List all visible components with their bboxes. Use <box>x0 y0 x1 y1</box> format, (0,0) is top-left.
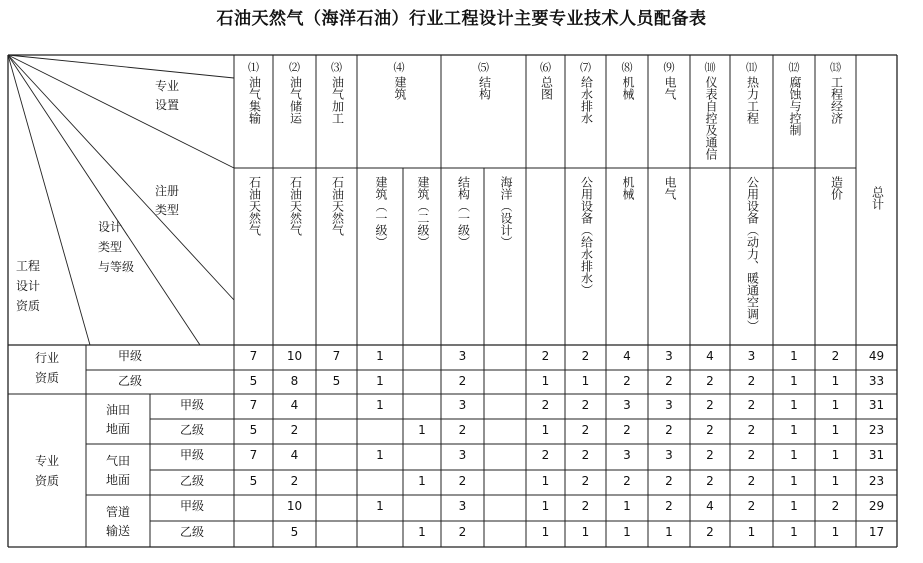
table-cell: 2 <box>541 349 550 363</box>
table-cell: 2 <box>747 398 756 412</box>
table-cell: 2 <box>665 499 673 513</box>
table-cell: 5 <box>249 474 258 488</box>
table-cell: 23 <box>868 423 885 437</box>
major-name: 油气加工 <box>330 76 345 124</box>
table-cell: 1 <box>418 525 426 539</box>
major-name: 工程经济 <box>829 76 844 124</box>
register-type: 结构（一级） <box>456 176 471 248</box>
table-cell: 2 <box>623 474 631 488</box>
table-cell: 2 <box>747 499 756 513</box>
table-cell: 1 <box>831 474 840 488</box>
register-type: 石油天然气 <box>288 176 303 236</box>
table-cell: 7 <box>249 398 258 412</box>
table-cell: 3 <box>458 398 467 412</box>
table-cell: 17 <box>868 525 885 539</box>
table-cell: 2 <box>747 448 756 462</box>
table-cell: 31 <box>868 448 885 462</box>
grade-label: 甲级 <box>179 398 204 412</box>
subgroup-label: 油田 <box>105 403 130 417</box>
table-cell: 2 <box>665 423 673 437</box>
register-type: 机械 <box>621 176 635 200</box>
table-cell: 1 <box>790 349 798 363</box>
table-cell: 1 <box>418 423 426 437</box>
table-cell: 2 <box>665 374 673 388</box>
table-cell: 2 <box>747 374 756 388</box>
register-type: 石油天然气 <box>247 176 262 236</box>
table-cell: 1 <box>831 525 840 539</box>
subgroup-label: 地面 <box>105 422 130 436</box>
grade-label: 甲级 <box>117 349 142 363</box>
table-cell: 31 <box>868 398 885 412</box>
major-name: 热力工程 <box>745 76 760 124</box>
major-number: ⒀ <box>830 61 841 74</box>
table-cell: 2 <box>581 349 590 363</box>
table-cell: 5 <box>249 423 258 437</box>
table-cell: 7 <box>249 349 258 363</box>
register-type: 建筑（二级） <box>416 176 430 248</box>
major-name: 结构 <box>477 76 492 100</box>
grade-label: 甲级 <box>179 499 204 513</box>
table-cell: 1 <box>581 374 590 388</box>
corner-major-label: 专业 <box>155 79 180 93</box>
major-name: 油气储运 <box>288 76 303 124</box>
table-cell: 2 <box>290 474 299 488</box>
table-cell: 2 <box>458 525 467 539</box>
table-cell: 4 <box>290 448 299 462</box>
register-type: 海洋（设计） <box>499 176 513 248</box>
grade-label: 乙级 <box>117 374 142 388</box>
table-cell: 49 <box>868 349 885 363</box>
table-cell: 4 <box>706 349 714 363</box>
table-cell: 2 <box>581 474 590 488</box>
major-number: ⑴ <box>248 61 259 74</box>
table-cell: 1 <box>376 398 384 412</box>
table-cell: 3 <box>458 499 467 513</box>
major-number: ⑶ <box>331 61 342 74</box>
table-cell: 1 <box>790 374 798 388</box>
table-cell: 3 <box>665 349 673 363</box>
table-cell: 2 <box>831 499 840 513</box>
major-number: ⑼ <box>663 61 675 74</box>
major-name: 给水排水 <box>579 76 594 124</box>
table-cell: 1 <box>541 474 550 488</box>
table-cell: 1 <box>790 398 798 412</box>
table-cell: 7 <box>332 349 341 363</box>
major-number: ⑵ <box>289 61 300 74</box>
table-cell: 1 <box>581 525 590 539</box>
grade-label: 乙级 <box>179 525 204 539</box>
table-cell: 33 <box>868 374 885 388</box>
table-cell: 4 <box>290 398 299 412</box>
register-type: 电气 <box>663 176 677 200</box>
table-cell: 1 <box>541 423 550 437</box>
table-cell: 1 <box>541 525 550 539</box>
major-name: 仪表自控及通信 <box>704 76 718 160</box>
corner-qualification-label: 设计 <box>16 279 41 293</box>
table-cell: 1 <box>747 525 756 539</box>
table-cell: 2 <box>581 448 590 462</box>
register-type: 石油天然气 <box>330 176 345 236</box>
table-cell: 2 <box>706 374 714 388</box>
major-name: 电气 <box>663 76 677 100</box>
total-header: 总计 <box>870 186 885 210</box>
subgroup-label: 输送 <box>105 524 130 538</box>
table-cell: 1 <box>665 525 673 539</box>
table-cell: 8 <box>290 374 299 388</box>
table-cell: 1 <box>376 374 384 388</box>
table-cell: 2 <box>581 423 590 437</box>
grade-label: 乙级 <box>179 423 204 437</box>
table-cell: 5 <box>332 374 341 388</box>
table-cell: 2 <box>747 423 756 437</box>
corner-register-label: 注册 <box>155 184 180 198</box>
table-cell: 1 <box>376 448 384 462</box>
table-cell: 1 <box>831 423 840 437</box>
corner-register-label: 类型 <box>155 203 180 217</box>
table-cell: 5 <box>290 525 299 539</box>
table-cell: 1 <box>623 525 631 539</box>
table-cell: 2 <box>831 349 840 363</box>
page-title: 石油天然气（海洋石油）行业工程设计主要专业技术人员配备表 <box>216 9 707 29</box>
corner-design-label: 与等级 <box>98 260 135 274</box>
table-cell: 2 <box>706 525 714 539</box>
register-type: 公用设备（给水排水） <box>579 176 594 296</box>
table-cell: 4 <box>623 349 631 363</box>
table-cell: 2 <box>706 398 714 412</box>
table-cell: 1 <box>831 398 840 412</box>
table-cell: 3 <box>458 349 467 363</box>
corner-design-label: 类型 <box>98 240 123 254</box>
table-cell: 2 <box>623 374 631 388</box>
grade-label: 甲级 <box>179 448 204 462</box>
table-cell: 3 <box>665 448 673 462</box>
grade-label: 乙级 <box>179 474 204 488</box>
register-type: 造价 <box>829 176 844 200</box>
group-label-industry: 资质 <box>34 371 59 385</box>
table-cell: 1 <box>376 499 384 513</box>
table-cell: 2 <box>623 423 631 437</box>
table-cell: 10 <box>286 499 303 513</box>
table-cell: 23 <box>868 474 885 488</box>
major-name: 机械 <box>621 76 635 100</box>
table-cell: 2 <box>581 499 590 513</box>
table-cell: 1 <box>376 349 384 363</box>
register-type: 建筑（一级） <box>374 176 388 248</box>
group-label-industry: 行业 <box>34 351 59 365</box>
table-cell: 1 <box>790 474 798 488</box>
table-cell: 1 <box>790 448 798 462</box>
table-cell: 1 <box>790 423 798 437</box>
table-cell: 2 <box>458 374 467 388</box>
table-cell: 1 <box>418 474 426 488</box>
table-cell: 2 <box>581 398 590 412</box>
table-cell: 2 <box>706 423 714 437</box>
register-type: 公用设备（动力、暖通空调） <box>745 176 760 332</box>
table-cell: 5 <box>249 374 258 388</box>
table-cell: 2 <box>665 474 673 488</box>
major-number: ⑾ <box>746 61 757 74</box>
corner-qualification-label: 资质 <box>16 299 41 313</box>
subgroup-label: 气田 <box>105 453 130 468</box>
table-cell: 3 <box>623 448 631 462</box>
major-number: ⑿ <box>788 61 800 74</box>
table-cell: 1 <box>831 448 840 462</box>
major-name: 总图 <box>539 76 554 100</box>
table-cell: 2 <box>541 398 550 412</box>
group-label-specialty: 专业 <box>34 454 59 468</box>
table-cell: 1 <box>623 499 631 513</box>
table-cell: 2 <box>458 423 467 437</box>
major-number: ⑸ <box>478 61 489 74</box>
table-cell: 1 <box>541 374 550 388</box>
table-cell: 3 <box>747 349 756 363</box>
table-cell: 7 <box>249 448 258 462</box>
table-cell: 1 <box>790 525 798 539</box>
major-number: ⑷ <box>393 61 405 74</box>
table-cell: 2 <box>706 448 714 462</box>
subgroup-label: 管道 <box>105 505 130 519</box>
table-cell: 10 <box>286 349 303 363</box>
major-number: ⑹ <box>540 61 551 74</box>
corner-qualification-label: 工程 <box>16 259 41 273</box>
major-number: ⑻ <box>621 61 633 74</box>
table-cell: 2 <box>747 474 756 488</box>
table-cell: 3 <box>458 448 467 462</box>
table-cell: 4 <box>706 499 714 513</box>
subgroup-label: 地面 <box>105 472 130 487</box>
major-number: ⑽ <box>704 61 716 74</box>
table-cell: 3 <box>623 398 631 412</box>
major-name: 油气集输 <box>247 76 262 124</box>
table-cell: 2 <box>541 448 550 462</box>
corner-major-label: 设置 <box>155 98 180 112</box>
major-name: 腐蚀与控制 <box>788 76 802 136</box>
corner-design-label: 设计 <box>98 220 123 234</box>
table-cell: 3 <box>665 398 673 412</box>
table-cell: 1 <box>831 374 840 388</box>
major-number: ⑺ <box>580 61 591 74</box>
table-cell: 1 <box>541 499 550 513</box>
table-cell: 2 <box>290 423 299 437</box>
table-cell: 1 <box>790 499 798 513</box>
table-cell: 2 <box>458 474 467 488</box>
group-label-specialty: 资质 <box>34 474 59 488</box>
major-name: 建筑 <box>393 76 407 100</box>
table-cell: 2 <box>706 474 714 488</box>
table-cell: 29 <box>868 499 885 513</box>
